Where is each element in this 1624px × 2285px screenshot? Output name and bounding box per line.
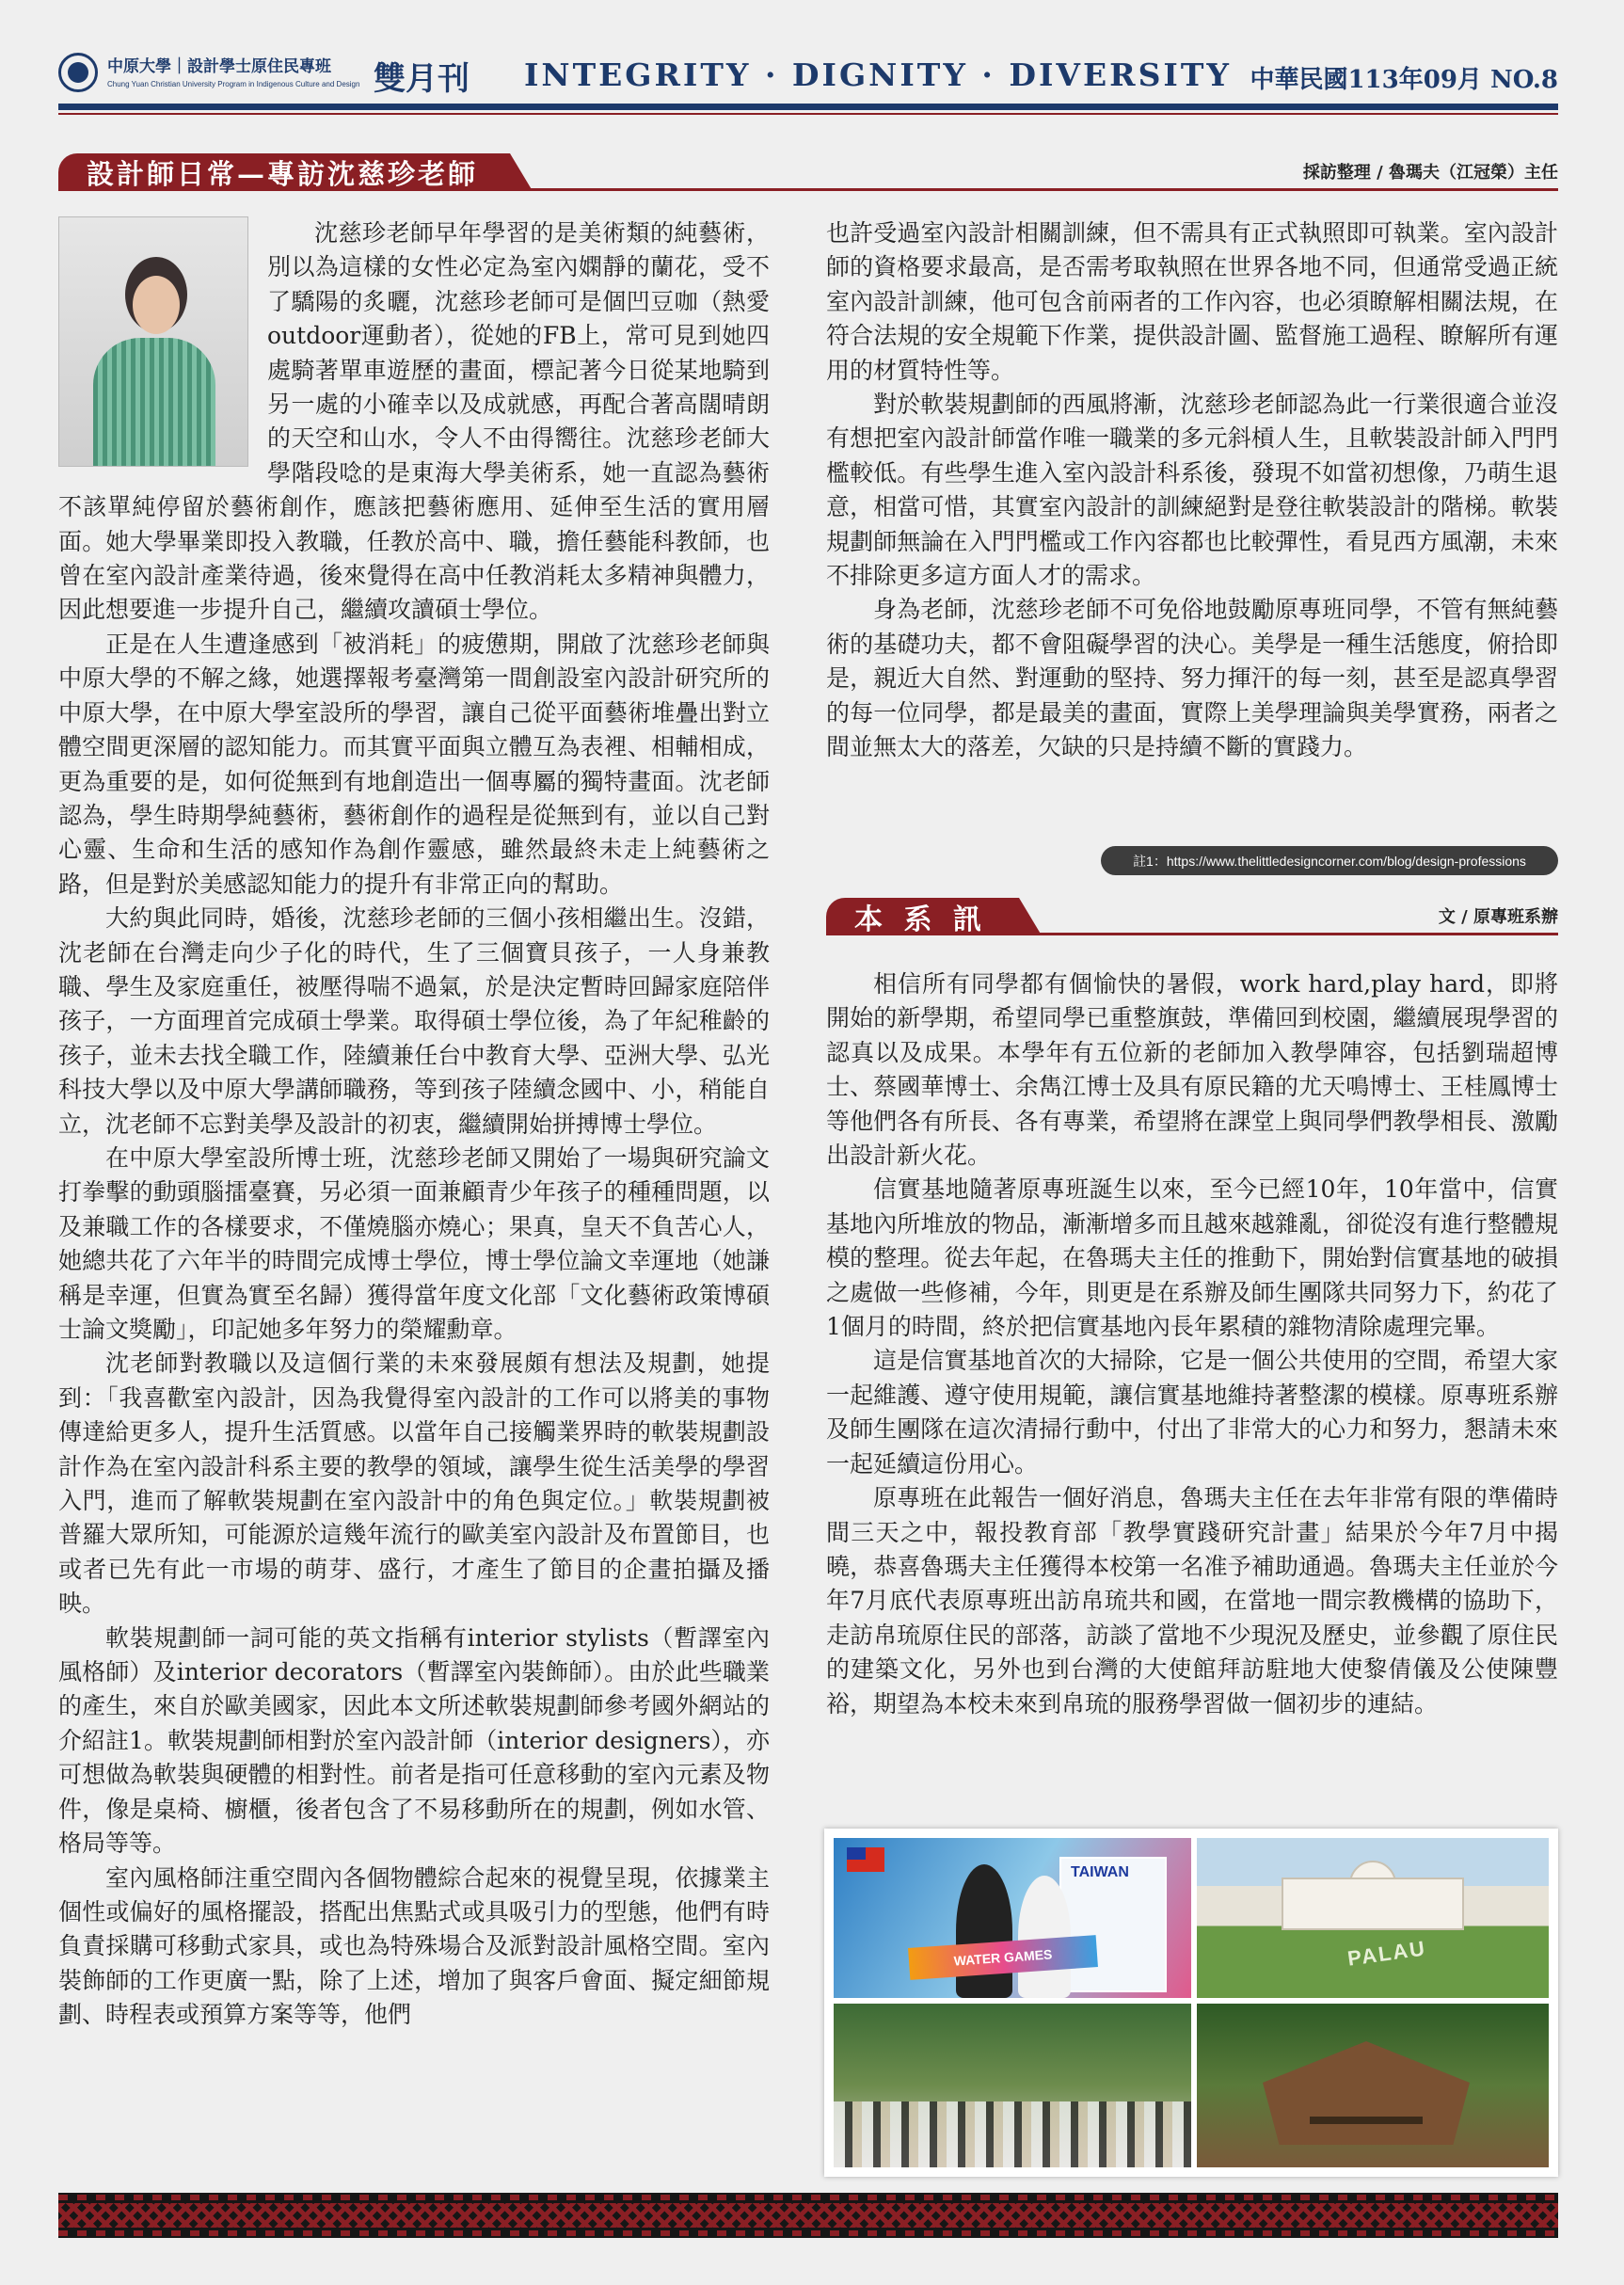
masthead — [58, 47, 1558, 102]
news-paragraph: 這是信實基地首次的大掃除，它是一個公共使用的空間，希望大家一起維護、遵守使用規範，讓信實基地維持著整潔的模樣。原專班系辦及師生團隊在這次清掃行動中，付出了非常大的心力和努力，懇請未來一起延續這份用心。 — [826, 1347, 1558, 1478]
palau-lawn-text: PALAU — [1345, 1936, 1428, 1971]
news-paragraph: 原專班在此報告一個好消息，魯瑪夫主任在去年非常有限的準備時間三天之中，報投教育部「教學實踐研究計畫」結果於今年7月中揭曉，恭喜魯瑪夫主任獲得本校第一名准予補助通過。魯瑪夫主任並於今年7月底代表原專班出訪帛琉共和國，在當地一間宗教機構的協助下，走訪帛琉原住民的部落，訪談了當地不少現況及歷史，並參觀了原住民的建築文化，另外也到台灣的大使館拜訪駐地大使黎倩儀及公使陳豐裕，期望為本校未來到帛琉的服務學習做一個初步的連結。 — [826, 1484, 1558, 1718]
university-seal-icon — [58, 53, 98, 92]
article-paragraph: 室內風格師注重空間內各個物體綜合起來的視覺呈現，依據業主個性或偏好的風格擺設，搭配出焦點式或具吸引力的型態，他們有時負責採購可移動式家具，或也為特殊場合及派對設計風格空間。室內裝飾師的工作更廣一點，除了上述，增加了與客戶會面、擬定細節規劃、時程表或預算方案等等，他們 — [58, 1863, 770, 2029]
motto: INTEGRITY · DIGNITY · DIVERSITY — [524, 56, 1232, 93]
article-left-column — [58, 216, 770, 2033]
news-credit: 文 / 原專班系辦 — [1438, 907, 1558, 927]
indigenous-pattern-border — [58, 2193, 1558, 2238]
article-paragraph: 大約與此同時，婚後，沈慈珍老師的三個小孩相繼出生。沒錯，沈老師在台灣走向少子化的時代，生了三個寶貝孩子，一人身兼教職、學生及家庭重任，被壓得喘不過氣，於是決定暫時回歸家庭陪伴孩子，一方面理首完成碩士學業。取得碩士學位後，為了年紀稚齡的孩子，並未去找全職工作，陸續兼任台中教育大學、亞洲大學、弘光科技大學以及中原大學講師職務，等到孩子陸續念國中、小，稍能自立，沈老師不忘對美學及設計的初衷，繼續開始拼搏博士學位。 — [58, 904, 770, 1138]
article-heading-bar — [58, 153, 1558, 191]
article-paragraph: 軟裝規劃師一詞可能的英文指稱有interior stylists（暫譯室內風格師）及interior decorators（暫譯室內裝飾師）。由於此些職業的產生，來自於歐美國家，因此本文所述軟裝規劃師參考國外網站的介紹註1。軟裝規劃師相對於室內設計師（interior designers），亦可想做為軟裝與硬體的相對性。前者是指可任意移動的室內元素及物件，像是桌椅、櫥櫃，後者包含了不易移動所在的規劃，例如水管、格局等等。 — [58, 1623, 770, 1858]
article-paragraph: 正是在人生遭逢感到「被消耗」的疲憊期，開啟了沈慈珍老師與中原大學的不解之緣，她選擇報考臺灣第一間創設室內設計研究所的中原大學，在中原大學室設所的學習，讓自己從平面藝術堆疊出對立體空間更深層的認知能力。而其實平面與立體互為表裡、相輔相成，更為重要的是，如何從無到有地創造出一個專屬的獨特畫面。沈老師認為，學生時期學純藝術，藝術創作的過程是從無到有，並以自己對心靈、生命和生活的感知作為創作靈感，雖然最終未走上純藝術之路，但是對於美感認知能力的提升有非常正向的幫助。 — [58, 630, 770, 898]
news-paragraph: 相信所有同學都有個愉快的暑假，work hard,play hard，即將開始的新學期，希望同學已重整旗鼓，準備回到校園，繼續展現學習的認真以及成果。本學年有五位新的老師加入教學陣容，包括劉瑞超博士、蔡國華博士、余雋江博士及具有原民籍的尤天鳴博士、王桂鳳博士等他們各有所長、各有專業，希望將在課堂上與同學們教學相長、激勵出設計新火花。 — [826, 970, 1558, 1170]
footnote-link[interactable]: 註1：https://www.thelittledesigncorner.com/blog/design-professions — [1101, 846, 1558, 875]
program-logo — [107, 53, 359, 88]
palau-photo-collage — [824, 1829, 1558, 2177]
article-credit: 採訪整理 / 魯瑪夫（江冠榮）主任 — [1302, 163, 1558, 183]
article-title: 設計師日常—專訪沈慈珍老師 — [58, 153, 510, 191]
traditional-house-photo — [1197, 2004, 1549, 2167]
publication-type: 雙月刊 — [374, 60, 470, 98]
article-paragraph: 對於軟裝規劃師的西風將漸，沈慈珍老師認為此一行業很適合並沒有想把室內設計師當作唯一職業的多元斜槓人生，且軟裝設計師入門門檻較低。有些學生進入室內設計科系後，發現不如當初想像，乃萌生退意，相當可惜，其實室內設計的訓練絕對是登往軟裝設計的階梯。軟裝規劃師無論在入門門檻或工作內容都也比較彈性，看見西方風潮，未來不排除更多這方面人才的需求。 — [826, 391, 1558, 590]
news-paragraph: 信實基地隨著原專班誕生以來，至今已經10年，10年當中，信實基地內所堆放的物品，漸漸增多而且越來越雜亂，卻從沒有進行整體規模的整理。從去年起，在魯瑪夫主任的推動下，開始對信實基地的破損之處做一些修補，今年，則更是在系辦及師生團隊共同努力下，約花了1個月的時間，終於把信實基地內長年累積的雜物清除處理完畢。 — [826, 1175, 1558, 1341]
teacher-portrait — [58, 216, 248, 467]
water-games-banner: WATER GAMES — [908, 1935, 1098, 1980]
logo-main-text: 中原大學｜設計學士原住民專班 — [107, 57, 331, 76]
taiwan-banner-text: TAIWAN — [1071, 1864, 1129, 1880]
article-right-column — [826, 216, 1558, 765]
article-paragraph: 沈慈珍老師早年學習的是美術類的純藝術，別以為這樣的女性必定為室內嫻靜的蘭花，受不了驕陽的炙曬，沈慈珍老師可是個凹豆咖（熱愛outdoor運動者），從她的FB上，常可見到她四處騎著單車遊歷的畫面，標記著今日從某地騎到另一處的小確幸以及成就感，再配合著高闊晴朗的天空和山水，令人不由得嚮往。沈慈珍老師大學階段唸的是東海大學美術系，她一直認為藝術不該單純停留於藝術創作，應該把藝術應用、延伸至生活的實用層面。她大學畢業即投入教職，任教於高中、職，擔任藝能科教師，也曾在室內設計產業待過，後來覺得在高中任教消耗太多精神與體力，因此想要進一步提升自己，繼續攻讀碩士學位。 — [58, 219, 770, 624]
news-column — [826, 967, 1558, 1721]
embassy-visit-photo — [834, 1838, 1191, 1998]
village-gathering-photo — [834, 2004, 1191, 2167]
article-paragraph: 身為老師，沈慈珍老師不可免俗地鼓勵原專班同學，不管有無純藝術的基礎功夫，都不會阻礙學習的決心。美學是一種生活態度，俯拾即是，親近大自然、對運動的堅持、努力揮汗的每一刻，甚至是認真學習的每一位同學，都是最美的畫面，實際上美學理論與美學實務，兩者之間並無太大的落差，欠缺的只是持續不斷的實踐力。 — [826, 596, 1558, 761]
article-paragraph: 沈老師對教職以及這個行業的未來發展頗有想法及規劃，她提到：「我喜歡室內設計，因為我覺得室內設計的工作可以將美的事物傳達給更多人，提升生活質感。以當年自己接觸業界時的軟裝規劃設計作為在室內設計科系主要的教學的領域，讓學生從生活美學的學習入門，進而了解軟裝規劃在室內設計中的角色與定位。」軟裝規劃被普羅大眾所知，可能源於這幾年流行的歐美室內設計及布置節目，也或者已先有此一市場的萌芽、盛行，才產生了節目的企畫拍攝及播映。 — [58, 1350, 770, 1618]
news-heading-bar — [826, 898, 1558, 935]
issue-number: 中華民國113年09月 NO.8 — [1250, 66, 1558, 94]
logo-sub-text: Chung Yuan Christian University Program in Indigenous Culture and Design — [107, 80, 360, 88]
header-rule-accent — [58, 113, 1558, 115]
article-paragraph: 也許受過室內設計相關訓練，但不需具有正式執照即可執業。室內設計師的資格要求最高，是否需考取執照在世界各地不同，但通常受過正統室內設計訓練，他可包含前兩者的工作內容，也必須瞭解相關法規，在符合法規的安全規範下作業，提供設計圖、監督施工過程、瞭解所有運用的材質特性等。 — [826, 219, 1558, 384]
news-title: 本 系 訊 — [826, 898, 1019, 935]
header-rule — [58, 104, 1558, 110]
palau-capitol-photo — [1197, 1838, 1549, 1998]
article-paragraph: 在中原大學室設所博士班，沈慈珍老師又開始了一場與研究論文打拳擊的動頭腦擂臺賽，另必須一面兼顧青少年孩子的種種問題，以及兼職工作的各樣要求，不僅燒腦亦燒心；果真，皇天不負苦心人，她總共花了六年半的時間完成博士學位，博士學位論文幸運地（她謙稱是幸運，但實為實至名歸）獲得當年度文化部「文化藝術政策博碩士論文獎勵」，印記她多年努力的榮耀勳章。 — [58, 1143, 770, 1343]
